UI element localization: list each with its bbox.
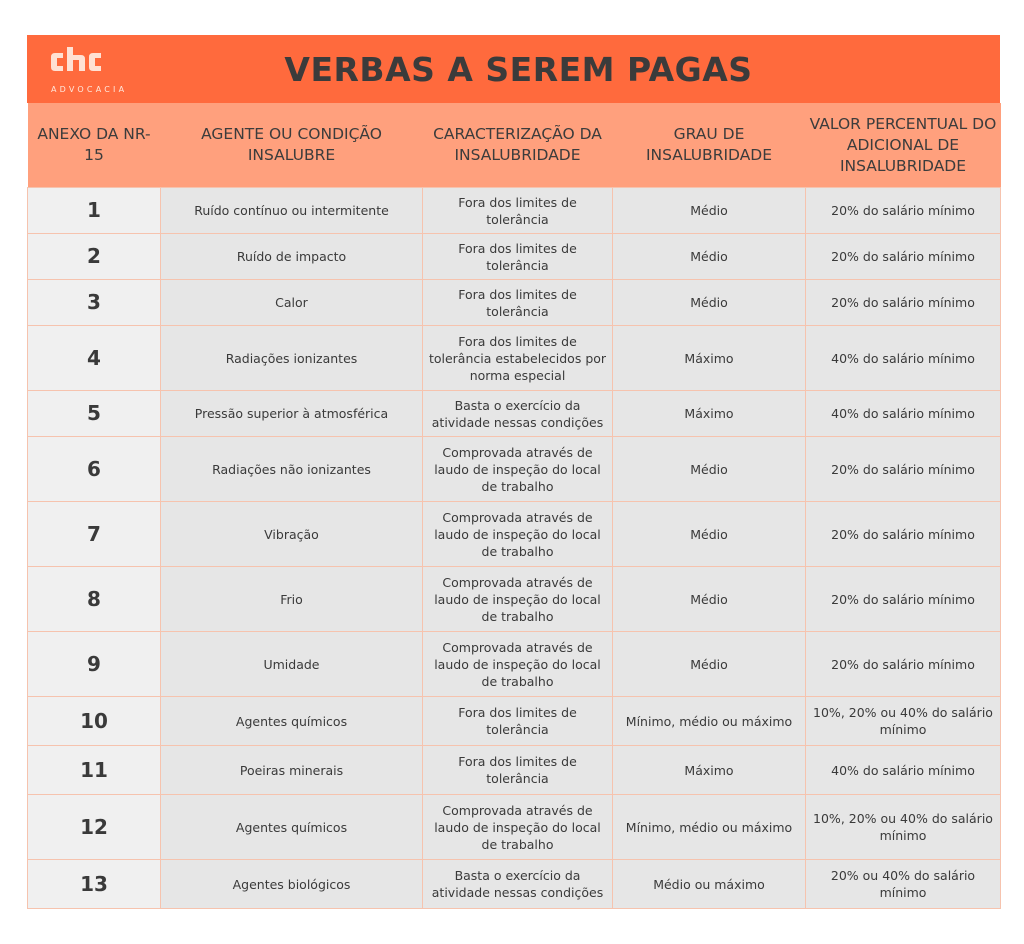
cell-anexo: 12 (28, 795, 161, 860)
cell-agente: Radiações ionizantes (161, 326, 423, 391)
cell-caracterizacao: Comprovada através de laudo de inspeção do local de trabalho (423, 567, 613, 632)
cell-valor: 20% do salário mínimo (806, 234, 1001, 280)
cell-agente: Ruído contínuo ou intermitente (161, 188, 423, 234)
cell-anexo: 13 (28, 860, 161, 909)
cell-caracterizacao: Comprovada através de laudo de inspeção do local de trabalho (423, 502, 613, 567)
cell-agente: Calor (161, 280, 423, 326)
cell-caracterizacao: Fora dos limites de tolerância (423, 697, 613, 746)
cell-valor: 40% do salário mínimo (806, 746, 1001, 795)
cell-caracterizacao: Basta o exercício da atividade nessas condições (423, 860, 613, 909)
cell-valor: 40% do salário mínimo (806, 391, 1001, 437)
cell-anexo: 2 (28, 234, 161, 280)
cell-anexo: 5 (28, 391, 161, 437)
cell-anexo: 7 (28, 502, 161, 567)
table-row (28, 188, 1001, 234)
table-row (28, 697, 1001, 746)
cell-grau: Mínimo, médio ou máximo (613, 795, 806, 860)
cell-anexo: 6 (28, 437, 161, 502)
cell-grau: Médio (613, 437, 806, 502)
cell-agente: Pressão superior à atmosférica (161, 391, 423, 437)
cell-grau: Máximo (613, 746, 806, 795)
cell-caracterizacao: Fora dos limites de tolerância (423, 234, 613, 280)
column-header-anexo: ANEXO DA NR-15 (28, 103, 161, 188)
table-row (28, 746, 1001, 795)
cell-caracterizacao: Comprovada através de laudo de inspeção do local de trabalho (423, 632, 613, 697)
cell-anexo: 8 (28, 567, 161, 632)
table-row (28, 437, 1001, 502)
cell-anexo: 10 (28, 697, 161, 746)
column-header-caracterizacao: CARACTERIZAÇÃO DA INSALUBRIDADE (423, 103, 613, 188)
chc-logo-mark (49, 47, 125, 77)
page-title: VERBAS A SEREM PAGAS (284, 49, 753, 89)
column-header-valor: VALOR PERCENTUAL DO ADICIONAL DE INSALUBRIDADE (806, 103, 1001, 188)
insalubridade-table (27, 103, 1001, 909)
table-row (28, 795, 1001, 860)
cell-valor: 10%, 20% ou 40% do salário mínimo (806, 795, 1001, 860)
table-row (28, 280, 1001, 326)
cell-valor: 40% do salário mínimo (806, 326, 1001, 391)
cell-caracterizacao: Comprovada através de laudo de inspeção do local de trabalho (423, 795, 613, 860)
cell-valor: 20% ou 40% do salário mínimo (806, 860, 1001, 909)
cell-caracterizacao: Basta o exercício da atividade nessas condições (423, 391, 613, 437)
cell-caracterizacao: Fora dos limites de tolerância (423, 746, 613, 795)
cell-grau: Médio (613, 567, 806, 632)
cell-caracterizacao: Fora dos limites de tolerância estabelecidos por norma especial (423, 326, 613, 391)
cell-grau: Médio (613, 632, 806, 697)
table-header-row (28, 103, 1001, 188)
table-row (28, 502, 1001, 567)
company-logo (49, 47, 128, 94)
logo-subtitle: ADVOCACIA (51, 85, 128, 94)
column-header-agente: AGENTE OU CONDIÇÃO INSALUBRE (161, 103, 423, 188)
cell-grau: Médio ou máximo (613, 860, 806, 909)
cell-agente: Ruído de impacto (161, 234, 423, 280)
cell-grau: Médio (613, 502, 806, 567)
table-row (28, 860, 1001, 909)
cell-caracterizacao: Comprovada através de laudo de inspeção do local de trabalho (423, 437, 613, 502)
cell-anexo: 9 (28, 632, 161, 697)
cell-grau: Médio (613, 188, 806, 234)
table-row (28, 391, 1001, 437)
column-header-grau: GRAU DE INSALUBRIDADE (613, 103, 806, 188)
cell-agente: Agentes químicos (161, 697, 423, 746)
cell-agente: Radiações não ionizantes (161, 437, 423, 502)
cell-valor: 20% do salário mínimo (806, 502, 1001, 567)
cell-valor: 20% do salário mínimo (806, 632, 1001, 697)
cell-valor: 20% do salário mínimo (806, 437, 1001, 502)
cell-anexo: 4 (28, 326, 161, 391)
cell-anexo: 1 (28, 188, 161, 234)
cell-caracterizacao: Fora dos limites de tolerância (423, 280, 613, 326)
cell-valor: 10%, 20% ou 40% do salário mínimo (806, 697, 1001, 746)
cell-grau: Médio (613, 234, 806, 280)
cell-agente: Agentes biológicos (161, 860, 423, 909)
cell-agente: Agentes químicos (161, 795, 423, 860)
cell-valor: 20% do salário mínimo (806, 280, 1001, 326)
cell-valor: 20% do salário mínimo (806, 567, 1001, 632)
cell-anexo: 3 (28, 280, 161, 326)
cell-agente: Frio (161, 567, 423, 632)
table-frame (27, 35, 1000, 909)
table-row (28, 567, 1001, 632)
table-row (28, 326, 1001, 391)
cell-grau: Médio (613, 280, 806, 326)
table-row (28, 234, 1001, 280)
cell-caracterizacao: Fora dos limites de tolerância (423, 188, 613, 234)
cell-agente: Umidade (161, 632, 423, 697)
cell-agente: Vibração (161, 502, 423, 567)
cell-grau: Mínimo, médio ou máximo (613, 697, 806, 746)
title-bar (27, 35, 1000, 103)
table-row (28, 632, 1001, 697)
cell-anexo: 11 (28, 746, 161, 795)
cell-valor: 20% do salário mínimo (806, 188, 1001, 234)
cell-grau: Máximo (613, 391, 806, 437)
cell-agente: Poeiras minerais (161, 746, 423, 795)
cell-grau: Máximo (613, 326, 806, 391)
